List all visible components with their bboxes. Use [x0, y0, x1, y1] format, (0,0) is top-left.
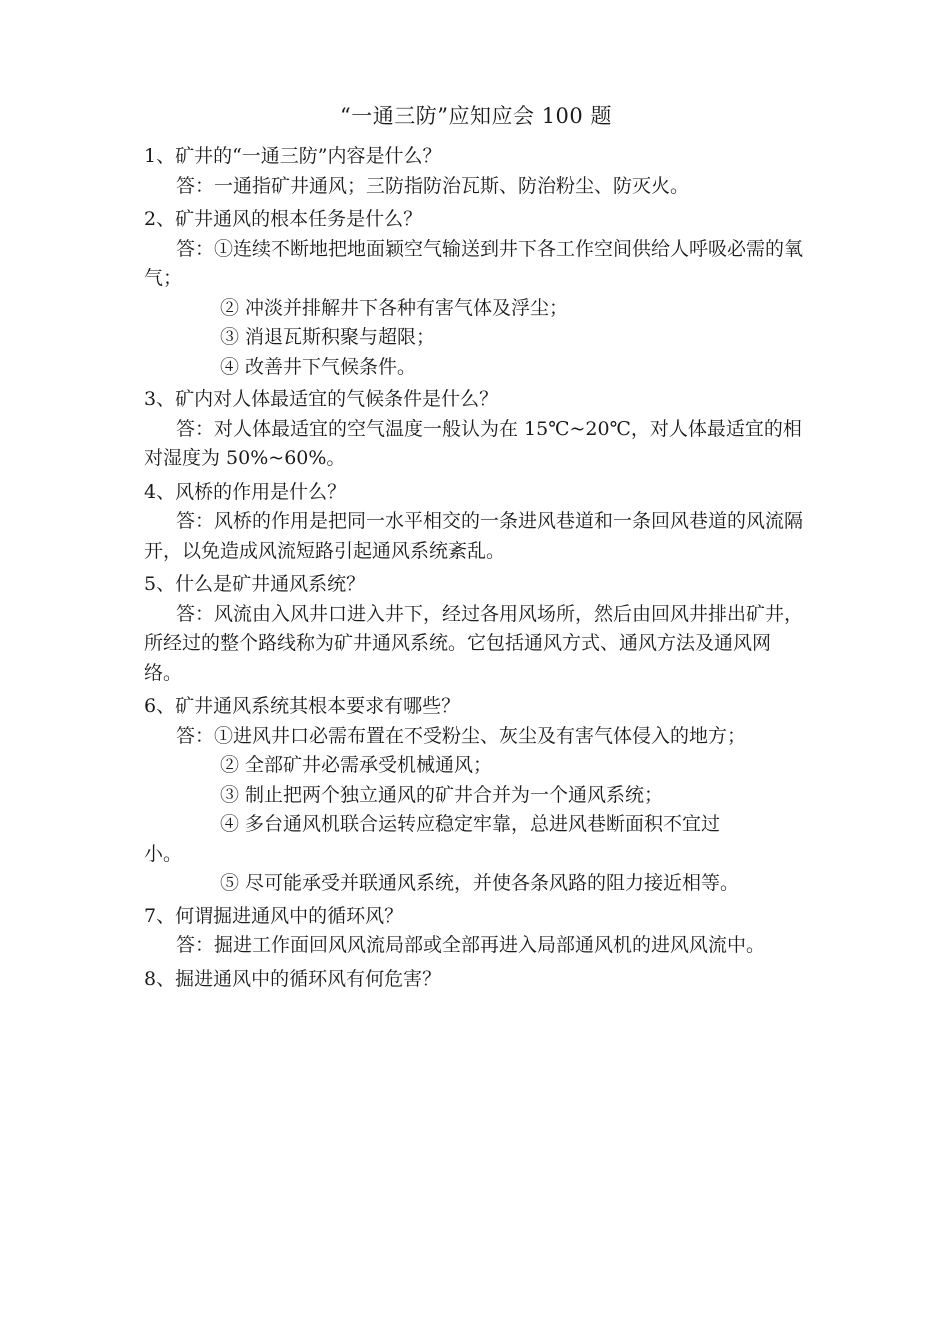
answer-6-point-5: ⑤ 尽可能承受并联通风系统，并使各条风路的阻力接近相等。	[220, 872, 740, 894]
answer-7: 答：掘进工作面回风风流局部或全部再进入局部通风机的进风风流中。	[176, 934, 766, 956]
qa-item-5	[144, 570, 808, 688]
question-4: 4、风桥的作用是什么？	[144, 480, 347, 503]
answer-6-point-3: ③ 制止把两个独立通风的矿井合并为一个通风系统；	[220, 783, 664, 806]
answer-5: 答：风流由入风井口进入井下，经过各用风场所，然后由回风井排出矿井，所经过的整个路线称为矿井通风系统。它包括通风方式、通风方法及通风网络。	[144, 602, 804, 684]
qa-item-6	[144, 692, 808, 899]
qa-item-8	[144, 965, 808, 995]
question-6: 6、矿井通风系统其根本要求有哪些？	[144, 695, 461, 717]
question-1: 1、矿井的“一通三防”内容是什么？	[144, 145, 442, 167]
answer-4: 答：风桥的作用是把同一水平相交的一条进风巷道和一条回风巷道的风流隔开，以免造成风流短路引起通风系统紊乱。	[144, 510, 804, 562]
question-2: 2、矿井通风的根本任务是什么？	[144, 208, 423, 230]
qa-item-3	[144, 385, 808, 474]
answer-2: 答：①连续不断地把地面颖空气输送到井下各工作空间供给人呼吸必需的氧气；	[144, 237, 804, 289]
question-3: 3、矿内对人体最适宜的气候条件是什么？	[144, 388, 499, 410]
question-5: 5、什么是矿井通风系统？	[144, 573, 366, 595]
answer-3: 答：对人体最适宜的空气温度一般认为在 15℃~20℃，对人体最适宜的相对湿度为 50%~60%。	[144, 417, 802, 469]
qa-item-2	[144, 205, 808, 382]
qa-item-7	[144, 902, 808, 961]
answer-6-point-2: ② 全部矿井必需承受机械通风；	[220, 754, 493, 776]
answer-6-point-4-continuation: 小。	[144, 842, 183, 865]
qa-item-4	[144, 478, 808, 567]
answer-2-point-2: ② 冲淡并排解井下各种有害气体及浮尘；	[220, 296, 569, 319]
question-8: 8、掘进通风中的循环风有何危害？	[144, 967, 442, 990]
answer-6: 答：①进风井口必需布置在不受粉尘、灰尘及有害气体侵入的地方；	[176, 724, 747, 747]
document-title: “一通三防”应知应会 100 题	[340, 104, 612, 128]
answer-1: 答：一通指矿井通风；三防指防治瓦斯、防治粉尘、防灭火。	[176, 174, 690, 197]
question-7: 7、何谓掘进通风中的循环风？	[144, 904, 404, 927]
answer-6-point-4: ④ 多台通风机联合运转应稳定牢靠，总进风巷断面积不宜过	[220, 813, 721, 835]
document-body	[144, 100, 808, 997]
answer-2-point-3: ③ 消退瓦斯积聚与超限；	[220, 326, 436, 348]
qa-item-1	[144, 142, 808, 201]
answer-2-point-4: ④ 改善井下气候条件。	[220, 355, 417, 378]
